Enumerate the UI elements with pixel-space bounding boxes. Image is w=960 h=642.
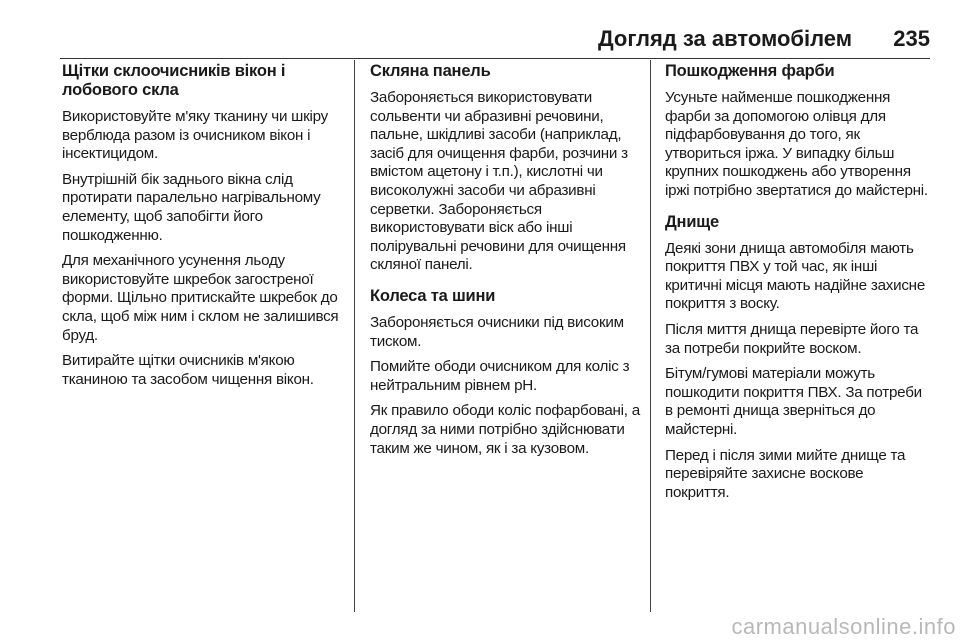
paragraph: Для механічного усунення льоду використовуйте шкребок загостреної форми. Щільно притискайте шкребок до скла, щоб між ним і склом не залишився бруд. xyxy=(62,252,339,344)
paragraph: Використовуйте м'яку тканину чи шкіру верблюда разом із очисником вікон і інсектицидом. xyxy=(62,108,328,163)
paragraph: Забороняється використовувати сольвенти чи абразивні речовини, пальне, шкідливі засоби (наприклад, засіб для очищення фарби, розчини з вмістом ацетону і т.п.), кислотні чи високолужні засоби чи абразивні серветки. Забороняється використовувати віск або інші полірувальні речовини для очищення скляної панелі. xyxy=(370,89,628,274)
column-2 xyxy=(370,62,642,465)
paragraph: Усуньте найменше пошкодження фарби за допомогою олівця для підфарбовування до того, як утвориться іржа. У випадку більш крупних пошкоджень або утворення іржі потрібно звертатися до майстерні. xyxy=(665,89,928,199)
paragraph: Бітум/гумові матеріали можуть пошкодити покриття ПВХ. За потреби в ремонті днища зверніться до майстерні. xyxy=(665,365,922,438)
section-heading-wiper-blades: Щітки склоочисників вікон і лобового скла xyxy=(62,62,286,99)
paragraph: Внутрішній бік заднього вікна слід протирати паралельно нагрівальному елементу, щоб запобігти його пошкодженню. xyxy=(62,170,321,244)
paragraph: Помийте ободи очисником для коліс з нейтральним рівнем pH. xyxy=(370,358,630,394)
page-title: Догляд за автомобілем xyxy=(597,26,852,51)
header-divider xyxy=(60,58,930,59)
section-heading-paint-damage: Пошкодження фарби xyxy=(665,62,835,80)
column-divider-1 xyxy=(354,60,355,612)
column-3 xyxy=(665,62,930,509)
paragraph: Після миття днища перевірте його та за потреби покрийте воском. xyxy=(665,320,919,357)
paragraph: Як правило ободи коліс пофарбовані, а догляд за ними потрібно здійснювати таким же чином, як і за кузовом. xyxy=(370,402,640,457)
paragraph: Перед і після зими мийте днище та перевіряйте захисне воскове покриття. xyxy=(665,446,906,501)
column-1 xyxy=(62,62,346,396)
section-heading-underbody: Днище xyxy=(665,212,719,231)
paragraph: Деякі зони днища автомобіля мають покриття ПВХ у той час, як інші критичні місця мають надійне захисне покриття з воску. xyxy=(665,239,926,313)
section-heading-glass-panel: Скляна панель xyxy=(370,62,491,80)
paragraph: Витирайте щітки очисників м'якою тканиною та засобом чищення вікон. xyxy=(62,352,314,388)
page-header xyxy=(60,22,930,58)
page-number: 235 xyxy=(893,26,930,51)
section-heading-wheels-tyres: Колеса та шини xyxy=(370,286,496,305)
column-divider-2 xyxy=(650,60,651,612)
paragraph: Забороняється очисники під високим тиском. xyxy=(370,313,624,350)
footer-watermark: carmanualsonline.info xyxy=(731,614,956,639)
